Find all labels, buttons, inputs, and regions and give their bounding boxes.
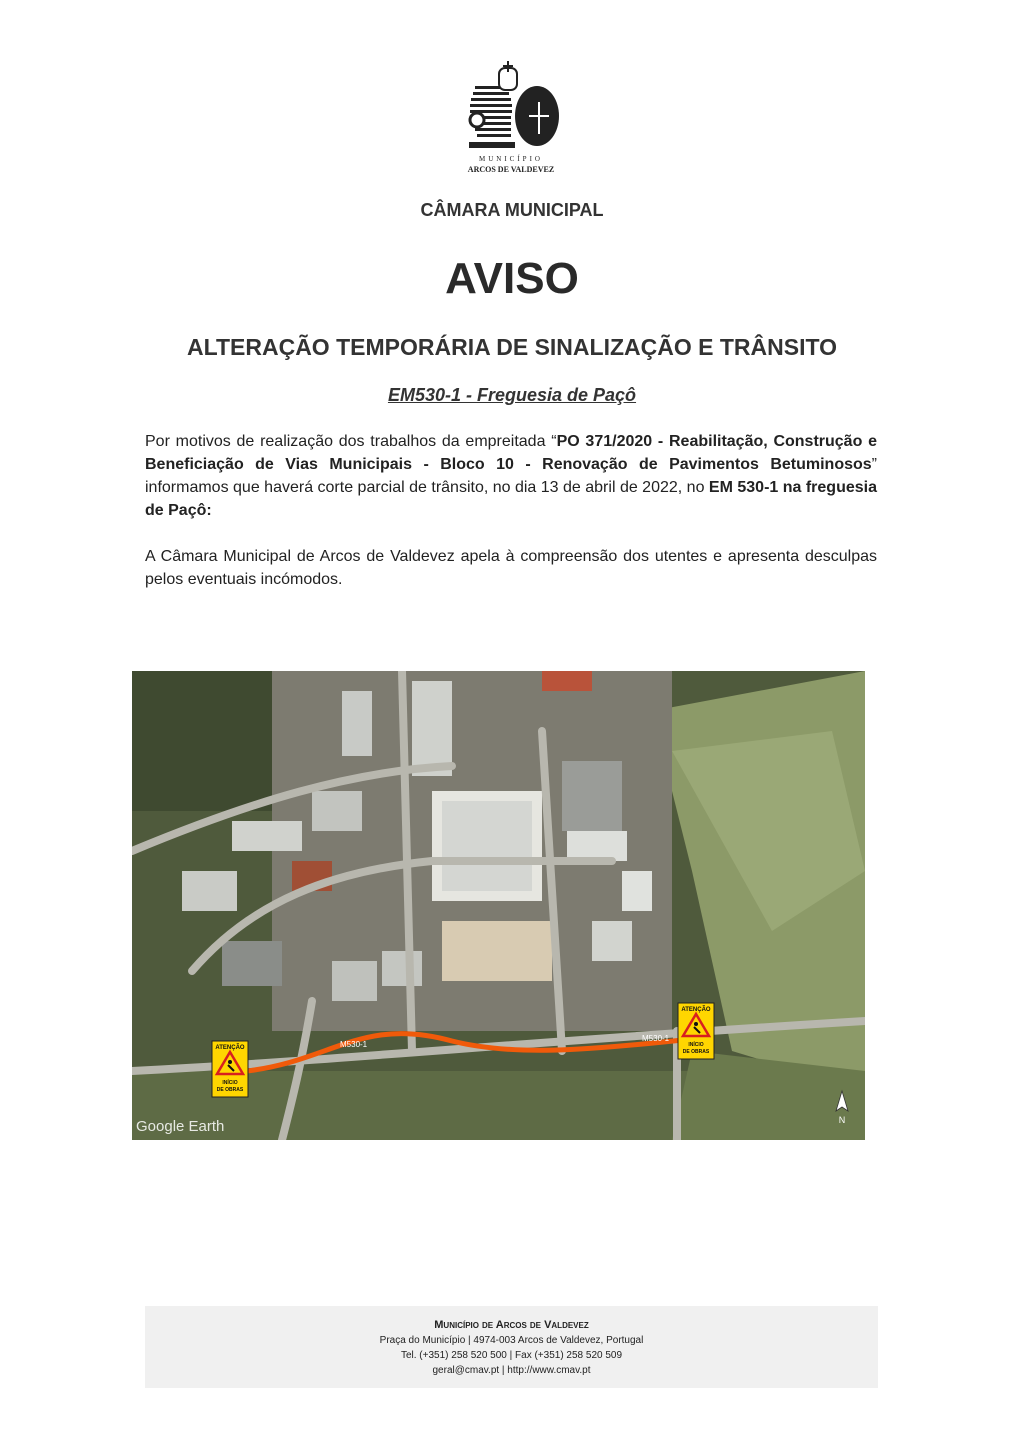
- north-label: N: [838, 1115, 846, 1125]
- footer-phone: Tel. (+351) 258 520 500 | Fax (+351) 258 520 509: [400, 1350, 623, 1361]
- sign-right-bottom-1: INÍCIO: [688, 1042, 704, 1048]
- logo-text-line2: ARCOS DE VALDEVEZ: [467, 165, 555, 174]
- aerial-map-image: [132, 671, 865, 1140]
- notice-subtitle: ALTERAÇÃO TEMPORÁRIA DE SINALIZAÇÃO E TRÂNSITO: [187, 334, 837, 360]
- sign-left-bottom-1: INÍCIO: [222, 1080, 238, 1086]
- sign-left-bottom-2: DE OBRAS: [216, 1087, 244, 1093]
- p1-text-c: ” informamos que haverá corte parcial de trânsito, no dia 13 de abril de 2022, no: [145, 456, 877, 496]
- organization-heading: CÂMARA MUNICIPAL: [420, 200, 604, 220]
- road-label-left: M530-1: [340, 1040, 368, 1049]
- footer-contact-box: [145, 1306, 878, 1388]
- notice-title: AVISO: [445, 254, 579, 303]
- map-watermark: Google Earth: [136, 1118, 225, 1135]
- logo-emblem: [455, 58, 567, 154]
- footer-title: Município de Arcos de Valdevez: [434, 1319, 589, 1331]
- location-heading: EM530-1 - Freguesia de Paçô: [387, 385, 637, 405]
- p1-contract-name: PO 371/2020 - Reabilitação, Construção e Beneficiação de Vias Municipais - Bloco 10 - Renovação de Pavimentos Betuminosos: [145, 433, 878, 473]
- aerial-map: [132, 671, 865, 1140]
- municipality-logo: [455, 58, 567, 176]
- notice-paragraph-1: [145, 430, 877, 522]
- footer-address: Praça do Município | 4974-003 Arcos de Valdevez, Portugal: [379, 1335, 644, 1346]
- roadwork-sign-right: [678, 1003, 714, 1059]
- notice-paragraph-2: A Câmara Municipal de Arcos de Valdevez apela à compreensão dos utentes e apresenta desculpas pelos eventuais incómodos.: [145, 548, 877, 588]
- footer-contact: geral@cmav.pt | http://www.cmav.pt: [432, 1365, 591, 1376]
- roadwork-sign-left: [212, 1041, 248, 1097]
- road-label-right: M530-1: [642, 1034, 670, 1043]
- logo-text-line1: MUNICÍPIO: [479, 155, 543, 163]
- sign-right-top: ATENÇÃO: [681, 1007, 711, 1013]
- sign-right-bottom-2: DE OBRAS: [682, 1049, 710, 1055]
- sign-left-top: ATENÇÃO: [215, 1045, 245, 1051]
- p1-road-location: EM 530-1 na freguesia de Paçô:: [145, 479, 877, 519]
- p1-text-a: Por motivos de realização dos trabalhos da empreitada “: [145, 433, 557, 450]
